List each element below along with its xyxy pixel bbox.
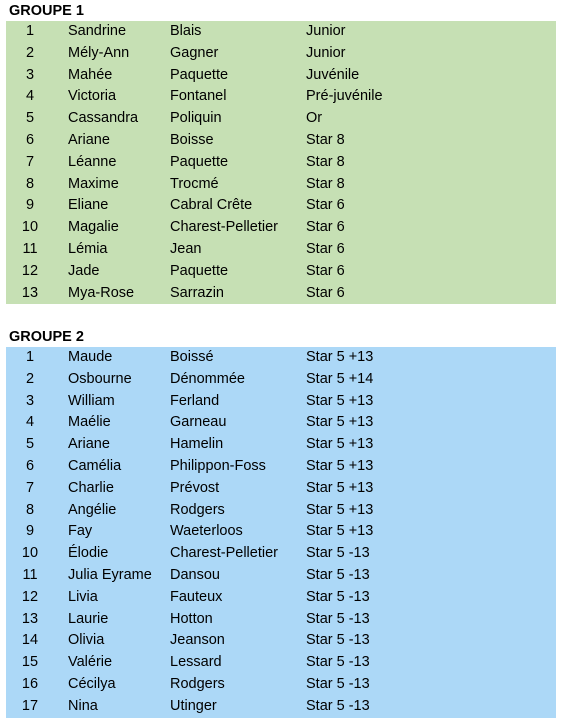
level: Juvénile xyxy=(306,66,360,83)
level: Star 8 xyxy=(306,175,345,192)
level: Star 5 +13 xyxy=(306,479,374,496)
last-name: Paquette xyxy=(170,262,229,279)
last-name: Jeanson xyxy=(170,632,225,649)
level: Star 5 -13 xyxy=(306,675,370,692)
level: Star 6 xyxy=(306,284,345,301)
first-name: Nina xyxy=(68,697,98,714)
first-name: Victoria xyxy=(68,88,117,105)
last-name: Hamelin xyxy=(170,436,224,453)
table-row xyxy=(6,412,556,434)
first-name: Maélie xyxy=(68,414,111,431)
last-name: Rodgers xyxy=(170,675,225,692)
row-number: 13 xyxy=(21,284,39,301)
level: Star 6 xyxy=(306,219,345,236)
table-row xyxy=(6,21,556,43)
row-number: 2 xyxy=(25,44,35,61)
table-row xyxy=(6,674,556,696)
row-number: 3 xyxy=(25,66,35,83)
first-name: Olivia xyxy=(68,632,105,649)
row-number: 16 xyxy=(21,675,39,692)
level: Star 8 xyxy=(306,131,345,148)
table-row xyxy=(6,152,556,174)
last-name: Paquette xyxy=(170,153,229,170)
first-name: Ariane xyxy=(68,436,110,453)
table-row xyxy=(6,347,556,369)
row-number: 7 xyxy=(25,479,35,496)
row-number: 4 xyxy=(25,414,35,431)
group-2-title: GROUPE 2 xyxy=(9,329,84,345)
first-name: Ariane xyxy=(68,131,110,148)
table-row xyxy=(6,86,556,108)
row-number: 2 xyxy=(25,370,35,387)
table-row xyxy=(6,174,556,196)
table-row xyxy=(6,500,556,522)
row-number: 8 xyxy=(25,501,35,518)
table-row xyxy=(6,391,556,413)
level: Star 6 xyxy=(306,240,345,257)
table-row xyxy=(6,195,556,217)
last-name: Rodgers xyxy=(170,501,225,518)
last-name: Poliquin xyxy=(170,110,222,127)
last-name: Utinger xyxy=(170,697,217,714)
level: Star 5 +13 xyxy=(306,523,374,540)
row-number: 6 xyxy=(25,131,35,148)
row-number: 15 xyxy=(21,654,39,671)
first-name: Camélia xyxy=(68,457,122,474)
first-name: Mya-Rose xyxy=(68,284,135,301)
first-name: Cassandra xyxy=(68,110,139,127)
first-name: Fay xyxy=(68,523,93,540)
last-name: Gagner xyxy=(170,44,219,61)
last-name: Charest-Pelletier xyxy=(170,545,278,562)
row-number: 14 xyxy=(21,632,39,649)
last-name: Boissé xyxy=(170,349,214,365)
table-row xyxy=(6,652,556,674)
first-name: Eliane xyxy=(68,197,109,214)
level: Junior xyxy=(306,23,346,39)
last-name: Waeterloos xyxy=(170,523,243,540)
level: Star 5 +13 xyxy=(306,349,374,365)
table-row xyxy=(6,478,556,500)
row-number: 3 xyxy=(25,392,35,409)
row-number: 1 xyxy=(25,23,35,39)
table-row xyxy=(6,565,556,587)
level: Star 5 +13 xyxy=(306,457,374,474)
row-number: 4 xyxy=(25,88,35,105)
first-name: Cécilya xyxy=(68,675,116,692)
table-row xyxy=(6,456,556,478)
first-name: Léanne xyxy=(68,153,117,170)
last-name: Charest-Pelletier xyxy=(170,219,278,236)
row-number: 17 xyxy=(21,697,39,714)
row-number: 6 xyxy=(25,457,35,474)
table-row xyxy=(6,696,556,718)
table-row xyxy=(6,130,556,152)
first-name: Mély-Ann xyxy=(68,44,130,61)
first-name: Laurie xyxy=(68,610,109,627)
first-name: Valérie xyxy=(68,654,113,671)
table-row xyxy=(6,65,556,87)
level: Star 5 -13 xyxy=(306,588,370,605)
first-name: Julia Eyrame xyxy=(68,566,152,583)
last-name: Cabral Crête xyxy=(170,197,253,214)
last-name: Garneau xyxy=(170,414,227,431)
row-number: 11 xyxy=(22,566,38,583)
table-row xyxy=(6,609,556,631)
first-name: Magalie xyxy=(68,219,119,236)
row-number: 10 xyxy=(21,219,39,236)
level: Star 6 xyxy=(306,197,345,214)
last-name: Boisse xyxy=(170,131,214,148)
level: Star 5 +13 xyxy=(306,414,374,431)
group-1-title: GROUPE 1 xyxy=(9,3,84,19)
table-row xyxy=(6,261,556,283)
level: Star 5 +13 xyxy=(306,436,374,453)
last-name: Sarrazin xyxy=(170,284,224,301)
first-name: Osbourne xyxy=(68,370,132,387)
level: Star 8 xyxy=(306,153,345,170)
first-name: Maude xyxy=(68,349,113,365)
level: Star 5 -13 xyxy=(306,697,370,714)
last-name: Philippon-Foss xyxy=(170,457,266,474)
last-name: Prévost xyxy=(170,479,220,496)
table-row xyxy=(6,239,556,261)
last-name: Trocmé xyxy=(170,175,219,192)
table-row xyxy=(6,543,556,565)
last-name: Fontanel xyxy=(170,88,227,105)
level: Star 5 -13 xyxy=(306,566,370,583)
table-row xyxy=(6,369,556,391)
first-name: Jade xyxy=(68,262,100,279)
table-row xyxy=(6,43,556,65)
first-name: Angélie xyxy=(68,501,117,518)
row-number: 12 xyxy=(21,588,39,605)
last-name: Jean xyxy=(170,240,202,257)
row-number: 8 xyxy=(25,175,35,192)
level: Star 5 -13 xyxy=(306,545,370,562)
last-name: Dansou xyxy=(170,566,220,583)
last-name: Lessard xyxy=(170,654,222,671)
table-row xyxy=(6,217,556,239)
first-name: William xyxy=(68,392,115,409)
first-name: Maxime xyxy=(68,175,119,192)
table-row xyxy=(6,587,556,609)
level: Star 5 +14 xyxy=(306,370,374,387)
row-number: 9 xyxy=(25,523,35,540)
last-name: Dénommée xyxy=(170,370,245,387)
table-row xyxy=(6,434,556,456)
row-number: 5 xyxy=(25,110,35,127)
level: Or xyxy=(306,110,323,127)
level: Star 5 -13 xyxy=(306,654,370,671)
group-2-table xyxy=(6,347,556,718)
first-name: Charlie xyxy=(68,479,114,496)
first-name: Sandrine xyxy=(68,23,127,39)
last-name: Blais xyxy=(170,23,202,39)
row-number: 13 xyxy=(21,610,39,627)
level: Star 5 +13 xyxy=(306,392,374,409)
row-number: 5 xyxy=(25,436,35,453)
first-name: Élodie xyxy=(68,545,109,562)
last-name: Paquette xyxy=(170,66,229,83)
row-number: 1 xyxy=(25,349,35,365)
group-1-table xyxy=(6,21,556,304)
last-name: Hotton xyxy=(170,610,213,627)
row-number: 9 xyxy=(25,197,35,214)
level: Star 5 -13 xyxy=(306,610,370,627)
first-name: Livia xyxy=(68,588,98,605)
row-number: 11 xyxy=(22,240,38,257)
table-row xyxy=(6,283,556,305)
level: Junior xyxy=(306,44,346,61)
row-number: 10 xyxy=(21,545,39,562)
row-number: 7 xyxy=(25,153,35,170)
first-name: Mahée xyxy=(68,66,113,83)
table-row xyxy=(6,630,556,652)
row-number: 12 xyxy=(21,262,39,279)
last-name: Ferland xyxy=(170,392,220,409)
level: Pré-juvénile xyxy=(306,88,383,105)
first-name: Lémia xyxy=(68,240,108,257)
table-row xyxy=(6,108,556,130)
level: Star 5 -13 xyxy=(306,632,370,649)
level: Star 5 +13 xyxy=(306,501,374,518)
level: Star 6 xyxy=(306,262,345,279)
last-name: Fauteux xyxy=(170,588,223,605)
table-row xyxy=(6,521,556,543)
